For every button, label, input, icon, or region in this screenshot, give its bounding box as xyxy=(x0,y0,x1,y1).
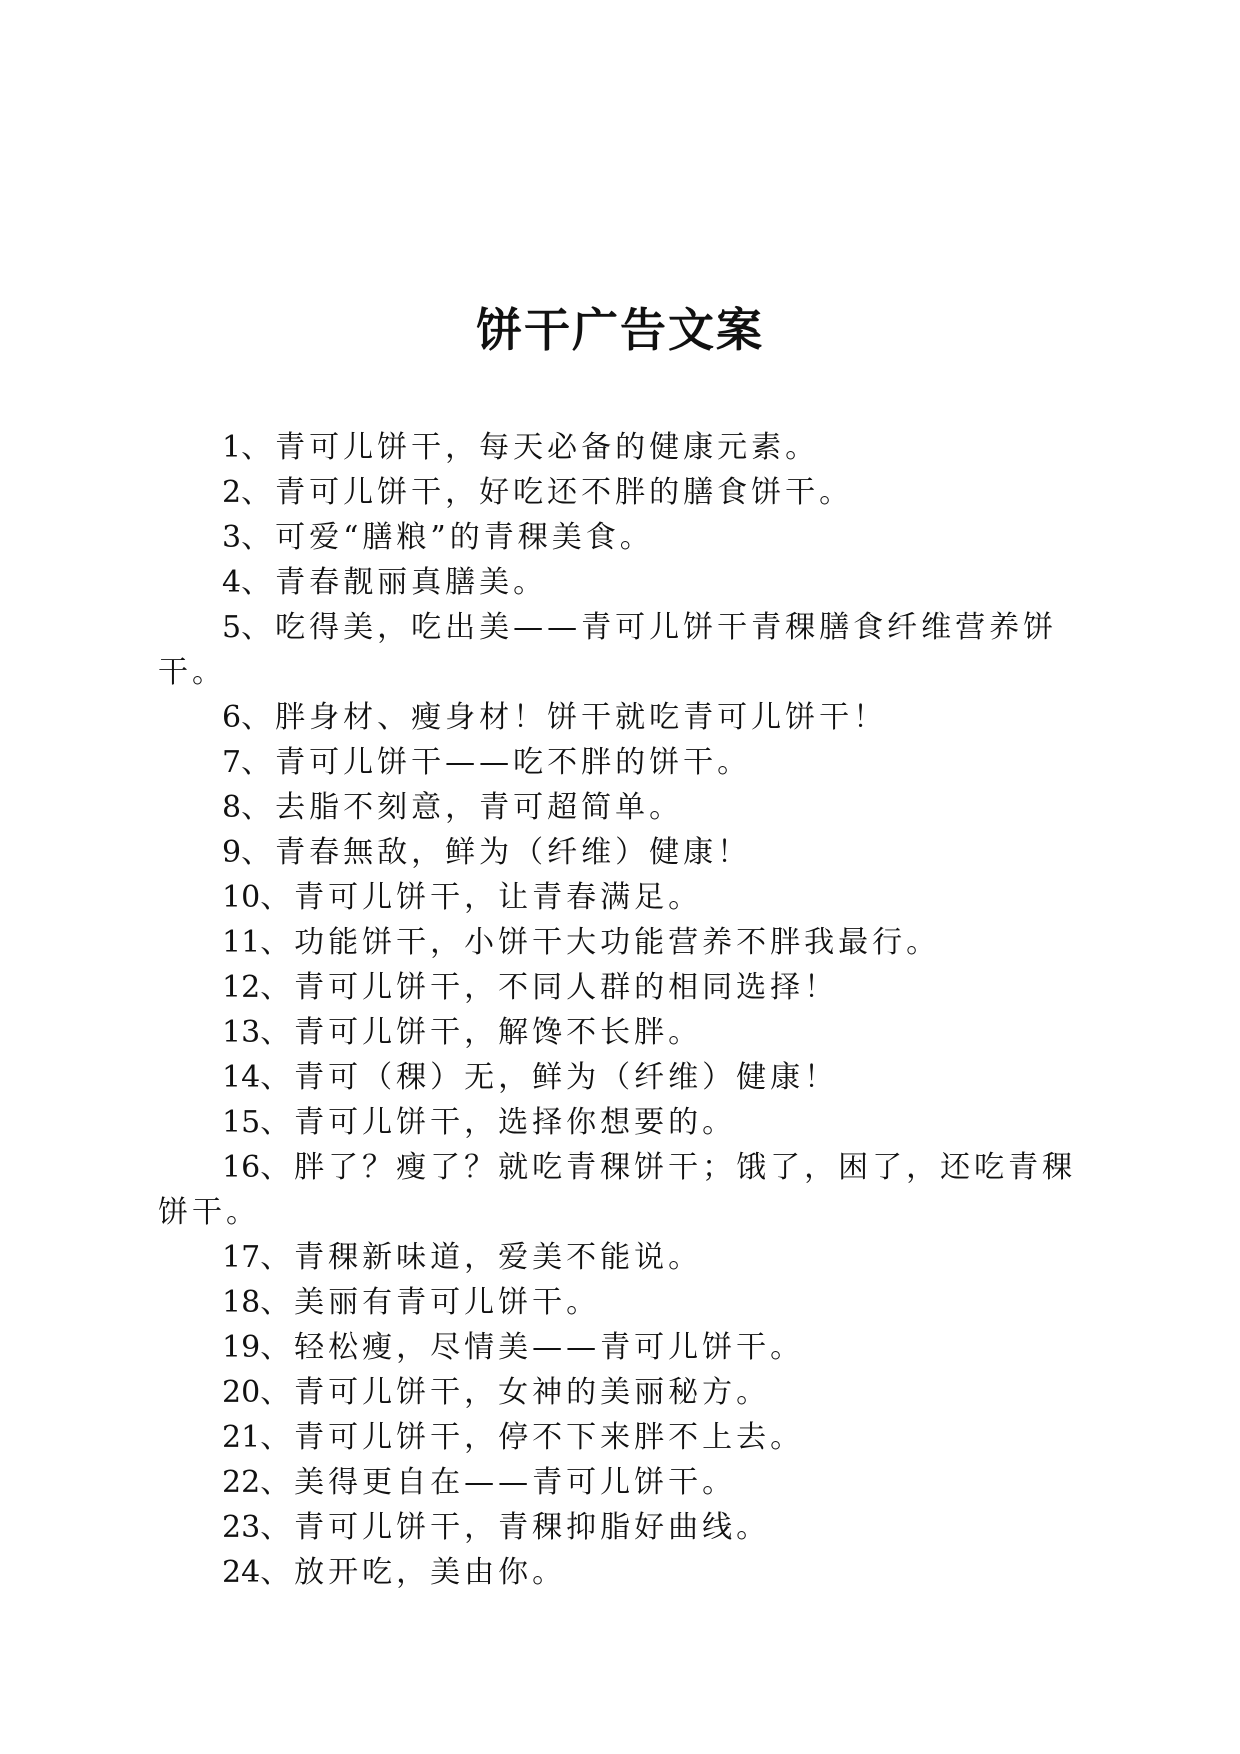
item-number: 24 xyxy=(222,1555,261,1590)
list-item xyxy=(158,1505,1090,1550)
item-number: 12 xyxy=(222,970,261,1005)
item-number: 17 xyxy=(222,1240,261,1275)
item-text: 、可爱“膳粮”的青稞美食。 xyxy=(241,520,654,555)
item-number: 6 xyxy=(222,700,242,735)
list-item xyxy=(158,1460,1090,1505)
list-item xyxy=(158,1370,1090,1415)
item-text: 、青春靓丽真膳美。 xyxy=(241,565,548,600)
document-title: 饼干广告文案 xyxy=(476,303,764,357)
list-item xyxy=(158,920,1090,965)
list-item xyxy=(158,605,1090,695)
item-number: 16 xyxy=(222,1150,261,1185)
list-item xyxy=(158,425,1090,470)
item-number: 10 xyxy=(222,880,261,915)
list-item xyxy=(158,1415,1090,1460)
item-number: 23 xyxy=(222,1510,261,1545)
item-text: 、青可儿饼干，每天必备的健康元素。 xyxy=(241,430,820,465)
list-item xyxy=(158,515,1090,560)
item-text: 、胖身材、瘦身材！饼干就吃青可儿饼干！ xyxy=(241,700,888,735)
item-number: 1 xyxy=(222,430,242,465)
item-number: 2 xyxy=(222,475,242,510)
item-text: 、美丽有青可儿饼干。 xyxy=(260,1285,601,1320)
item-number: 11 xyxy=(222,925,261,960)
item-text: 、青可儿饼干，不同人群的相同选择！ xyxy=(260,970,839,1005)
item-text: 、去脂不刻意，青可超简单。 xyxy=(241,790,684,825)
item-number: 5 xyxy=(222,610,242,645)
list-item xyxy=(158,1100,1090,1145)
list-item xyxy=(158,470,1090,515)
list-item xyxy=(158,1280,1090,1325)
item-number: 4 xyxy=(222,565,242,600)
item-text: 、功能饼干，小饼干大功能营养不胖我最行。 xyxy=(260,925,941,960)
item-number: 9 xyxy=(222,835,242,870)
item-number: 19 xyxy=(222,1330,261,1365)
item-number: 7 xyxy=(222,745,242,780)
item-text: 、青可儿饼干，让青春满足。 xyxy=(260,880,703,915)
item-text: 、青可儿饼干，停不下来胖不上去。 xyxy=(260,1420,805,1455)
item-text: 、轻松瘦，尽情美——青可儿饼干。 xyxy=(260,1330,805,1365)
slogan-list xyxy=(158,425,1090,1595)
list-item xyxy=(158,560,1090,605)
item-text: 、青可儿饼干，青稞抑脂好曲线。 xyxy=(260,1510,771,1545)
list-item xyxy=(158,785,1090,830)
item-text: 、青可儿饼干，女神的美丽秘方。 xyxy=(260,1375,771,1410)
item-number: 22 xyxy=(222,1465,261,1500)
item-number: 20 xyxy=(222,1375,261,1410)
item-text: 、青可（稞）无，鲜为（纤维）健康！ xyxy=(260,1060,839,1095)
list-item xyxy=(158,1550,1090,1595)
item-text: 、胖了？瘦了？就吃青稞饼干；饿了，困了，还吃青稞饼干。 xyxy=(158,1150,1077,1230)
list-item xyxy=(158,1325,1090,1370)
item-number: 14 xyxy=(222,1060,261,1095)
item-text: 、吃得美，吃出美——青可儿饼干青稞膳食纤维营养饼干。 xyxy=(158,610,1058,690)
list-item xyxy=(158,830,1090,875)
item-number: 13 xyxy=(222,1015,261,1050)
list-item xyxy=(158,965,1090,1010)
item-text: 、青春無敌，鲜为（纤维）健康！ xyxy=(241,835,752,870)
item-text: 、放开吃，美由你。 xyxy=(260,1555,567,1590)
list-item xyxy=(158,1145,1090,1235)
item-number: 8 xyxy=(222,790,242,825)
item-number: 15 xyxy=(222,1105,261,1140)
item-number: 18 xyxy=(222,1285,261,1320)
item-text: 、青可儿饼干——吃不胖的饼干。 xyxy=(241,745,752,780)
list-item xyxy=(158,875,1090,920)
item-number: 21 xyxy=(222,1420,261,1455)
list-item xyxy=(158,1055,1090,1100)
item-number: 3 xyxy=(222,520,242,555)
item-text: 、青稞新味道，爱美不能说。 xyxy=(260,1240,703,1275)
list-item xyxy=(158,740,1090,785)
list-item xyxy=(158,1010,1090,1055)
item-text: 、青可儿饼干，解馋不长胖。 xyxy=(260,1015,703,1050)
list-item xyxy=(158,1235,1090,1280)
item-text: 、美得更自在——青可儿饼干。 xyxy=(260,1465,737,1500)
list-item xyxy=(158,695,1090,740)
item-text: 、青可儿饼干，选择你想要的。 xyxy=(260,1105,737,1140)
item-text: 、青可儿饼干，好吃还不胖的膳食饼干。 xyxy=(241,475,854,510)
